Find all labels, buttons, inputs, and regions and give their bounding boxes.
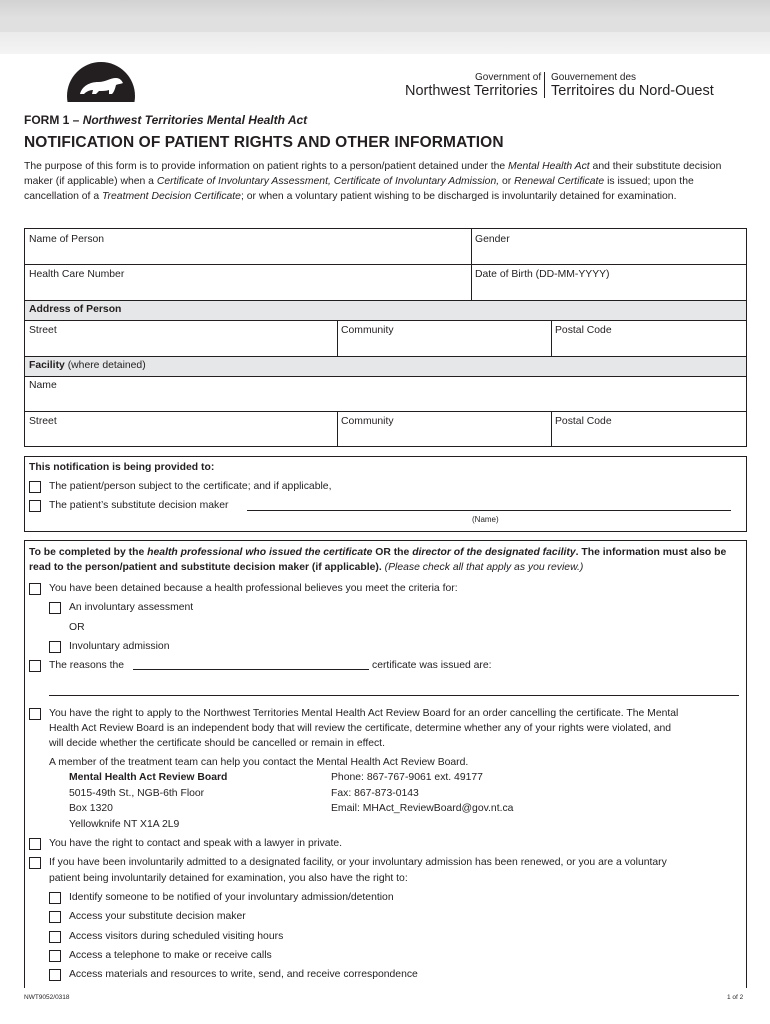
board-address-2: Box 1320 bbox=[69, 803, 113, 814]
checkbox-substitute-decision-maker[interactable] bbox=[29, 500, 41, 512]
option-sdm-label: The patient’s substitute decision maker bbox=[49, 500, 229, 511]
gender-field[interactable]: Gender bbox=[475, 234, 510, 245]
gov-fr-small: Gouvernement des bbox=[551, 72, 637, 83]
rights-section bbox=[24, 540, 747, 988]
board-email: Email: MHAct_ReviewBoard@gov.nt.ca bbox=[331, 803, 514, 814]
checkbox-review-board[interactable] bbox=[29, 708, 41, 720]
checkbox-detained[interactable] bbox=[29, 583, 41, 595]
gov-en-small: Government of bbox=[475, 72, 542, 83]
facility-community-field[interactable]: Community bbox=[341, 416, 394, 427]
section-intro: To be completed by the health professional who issued the certificate OR the director of the designated facility. The information must also be read to the person/patient and substitute decision maker (if applicable). (Please check all that apply as you review.) bbox=[29, 547, 727, 573]
form-label: FORM 1 – Northwest Territories Mental Health Act bbox=[24, 113, 308, 127]
board-name: Mental Health Act Review Board bbox=[69, 772, 228, 783]
review-board-line-2: Health Act Review Board is an independent body that will review the certificate, determine whether any of your rights were violated, and bbox=[49, 723, 672, 734]
certificate-type-line[interactable] bbox=[133, 669, 369, 670]
detained-text: You have been detained because a health professional believes you meet the criteria for: bbox=[49, 583, 458, 594]
team-help-text: A member of the treatment team can help you contact the Mental Health Act Review Board. bbox=[49, 757, 469, 768]
board-address-3: Yellowknife NT X1A 2L9 bbox=[69, 819, 180, 830]
checkbox-involuntary-admission[interactable] bbox=[49, 641, 61, 653]
board-address-1: 5015-49th St., NGB-6th Floor bbox=[69, 788, 205, 799]
checkbox-right-notify[interactable] bbox=[49, 892, 61, 904]
checkbox-patient[interactable] bbox=[29, 481, 41, 493]
reasons-line[interactable] bbox=[49, 695, 739, 696]
reasons-label-b: certificate was issued are: bbox=[372, 660, 492, 671]
checkbox-involuntary-assessment[interactable] bbox=[49, 602, 61, 614]
gov-fr-big: Territoires du Nord-Ouest bbox=[551, 83, 714, 99]
review-board-line-3: will decide whether the certificate should be cancelled or remain in effect. bbox=[49, 738, 385, 749]
intro-paragraph: The purpose of this form is to provide information on patient rights to a person/patient detained under the Mental Health Act and their substitute decision maker (if applicable) when a Certificate of Involuntary Assessment, Certificate of Involuntary Admission, or Renewal Certificate is issued; upon the cancellation of a Treatment Decision Certificate; or when a voluntary patient wishing to be discharged is involuntarily detained for examination. bbox=[24, 161, 722, 202]
facility-postal-code-field[interactable]: Postal Code bbox=[555, 416, 612, 427]
notification-heading: This notification is being provided to: bbox=[29, 462, 215, 473]
involuntary-assessment-label: An involuntary assessment bbox=[69, 602, 194, 613]
lawyer-text: You have the right to contact and speak with a lawyer in private. bbox=[49, 838, 343, 849]
form-code: NWT9052/0318 bbox=[24, 994, 70, 1001]
page-title: NOTIFICATION OF PATIENT RIGHTS AND OTHER INFORMATION bbox=[24, 134, 504, 151]
involuntary-admission-label: Involuntary admission bbox=[69, 641, 170, 652]
facility-heading: Facility (where detained) bbox=[29, 360, 146, 371]
address-heading: Address of Person bbox=[29, 304, 122, 315]
board-phone: Phone: 867-767-9061 ext. 49177 bbox=[331, 772, 483, 783]
gnwt-logo bbox=[66, 56, 136, 102]
checkbox-right-telephone[interactable] bbox=[49, 950, 61, 962]
header-divider bbox=[544, 72, 545, 98]
notification-box bbox=[24, 456, 747, 532]
board-fax: Fax: 867-873-0143 bbox=[331, 788, 419, 799]
date-of-birth-field[interactable]: Date of Birth (DD-MM-YYYY) bbox=[475, 269, 610, 280]
or-label: OR bbox=[69, 622, 85, 633]
right-correspondence-label: Access materials and resources to write, send, and receive correspondence bbox=[69, 969, 418, 980]
name-of-person-field[interactable]: Name of Person bbox=[29, 234, 105, 245]
header-bar bbox=[0, 0, 770, 54]
reasons-label-a: The reasons the bbox=[49, 660, 125, 671]
option-patient-label: The patient/person subject to the certificate; and if applicable, bbox=[49, 481, 332, 492]
checkbox-reasons[interactable] bbox=[29, 660, 41, 672]
checkbox-right-visitors[interactable] bbox=[49, 931, 61, 943]
right-sdm-label: Access your substitute decision maker bbox=[69, 911, 246, 922]
admitted-line-1: If you have been involuntarily admitted to a designated facility, or your involuntary admission has been renewed, or you are a voluntary bbox=[49, 857, 667, 868]
facility-street-field[interactable]: Street bbox=[29, 416, 57, 427]
person-postal-code-field[interactable]: Postal Code bbox=[555, 325, 612, 336]
person-community-field[interactable]: Community bbox=[341, 325, 394, 336]
facility-name-field[interactable]: Name bbox=[29, 380, 57, 391]
checkbox-admitted[interactable] bbox=[29, 857, 41, 869]
sdm-name-line[interactable] bbox=[247, 510, 731, 511]
right-telephone-label: Access a telephone to make or receive calls bbox=[69, 950, 272, 961]
right-notify-label: Identify someone to be notified of your involuntary admission/detention bbox=[69, 892, 394, 903]
checkbox-lawyer[interactable] bbox=[29, 838, 41, 850]
gov-en-big: Northwest Territories bbox=[405, 83, 538, 99]
name-caption: (Name) bbox=[472, 515, 499, 524]
review-board-line-1: You have the right to apply to the Northwest Territories Mental Health Act Review Board for an order cancelling the certificate. The Mental bbox=[49, 708, 679, 719]
checkbox-right-correspondence[interactable] bbox=[49, 969, 61, 981]
person-info-table bbox=[24, 228, 747, 447]
admitted-line-2: patient being involuntarily detained for examination, you also have the right to: bbox=[49, 873, 408, 884]
checkbox-right-sdm[interactable] bbox=[49, 911, 61, 923]
right-visitors-label: Access visitors during scheduled visiting hours bbox=[69, 931, 284, 942]
health-care-number-field[interactable]: Health Care Number bbox=[29, 269, 125, 280]
person-street-field[interactable]: Street bbox=[29, 325, 57, 336]
page-number: 1 of 2 bbox=[727, 994, 744, 1001]
